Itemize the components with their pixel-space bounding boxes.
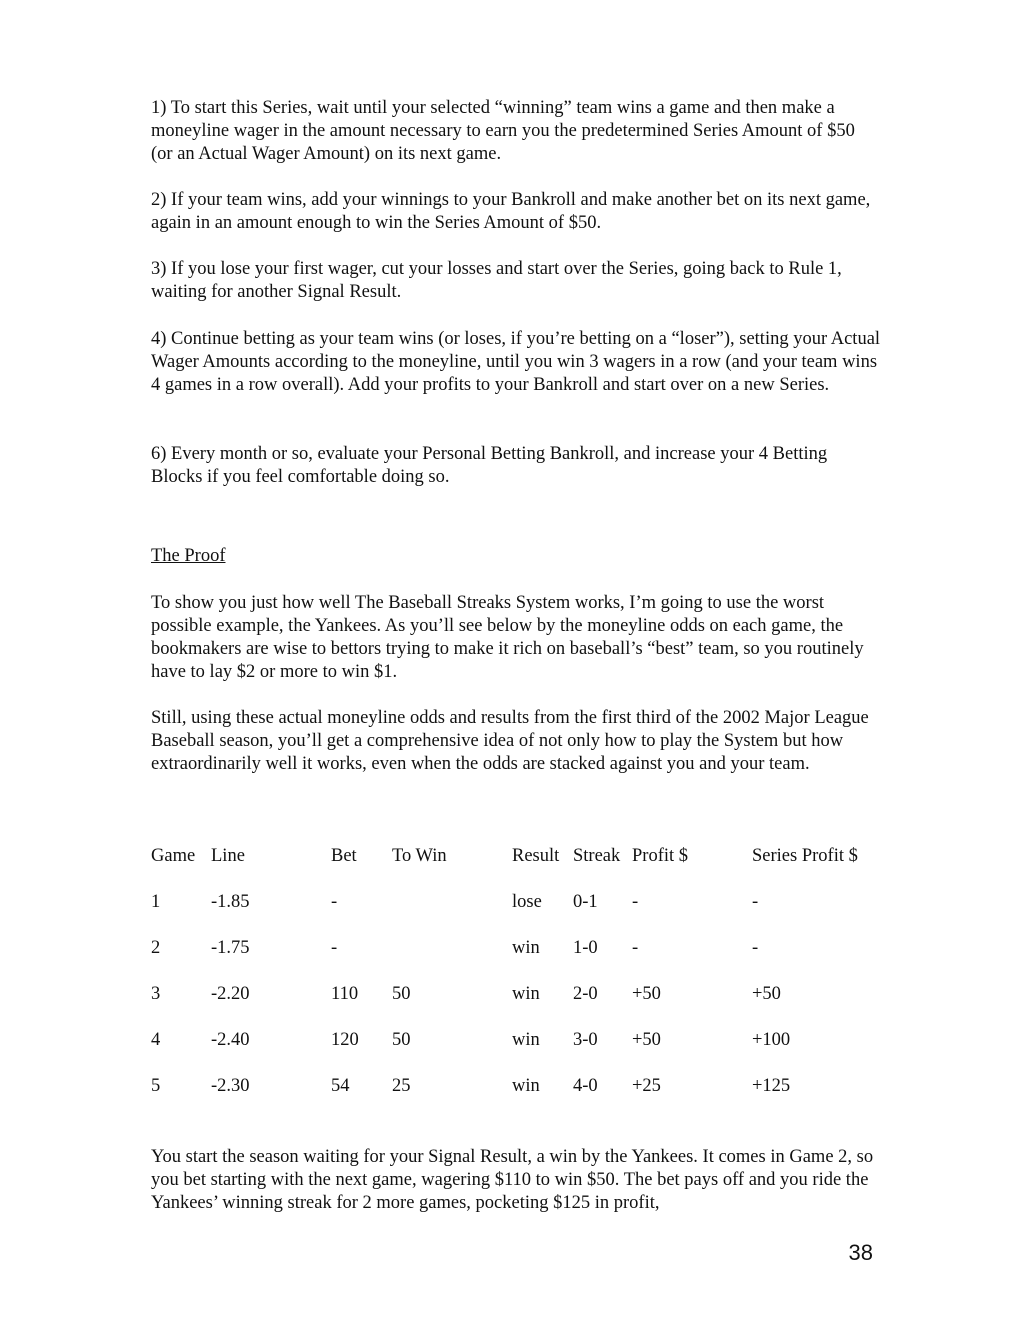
cell-streak: 2-0 bbox=[573, 984, 598, 1004]
cell-series-profit: +100 bbox=[752, 1030, 791, 1050]
table-row bbox=[151, 891, 891, 937]
cell-streak: 4-0 bbox=[573, 1076, 598, 1096]
header-game: Game bbox=[151, 846, 196, 866]
header-line: Line bbox=[211, 846, 245, 866]
cell-bet: 120 bbox=[331, 1030, 359, 1050]
cell-profit: - bbox=[632, 892, 639, 912]
table-row bbox=[151, 937, 891, 983]
cell-bet: - bbox=[331, 938, 338, 958]
cell-streak: 1-0 bbox=[573, 938, 598, 958]
proof-paragraph-2: Still, using these actual moneyline odds and results from the first third of the 2002 Major League Baseball season, you’ll get a comprehensive idea of not only how to play the System but how extraordinarily well it works, even when the odds are stacked against you and your team. bbox=[151, 708, 869, 774]
cell-profit: +50 bbox=[632, 984, 661, 1004]
page-number: 38 bbox=[848, 1240, 873, 1265]
rule-3-paragraph: 3) If you lose your first wager, cut your losses and start over the Series, going back to Rule 1, waiting for another Signal Result. bbox=[151, 259, 842, 302]
closing-paragraph: You start the season waiting for your Signal Result, a win by the Yankees. It comes in Game 2, so you bet starting with the next game, wagering $110 to win $50. The bet pays off and you ride the Yankees’ winning streak for 2 more games, pocketing $125 in profit, bbox=[151, 1147, 874, 1213]
header-to-win: To Win bbox=[392, 846, 447, 866]
cell-profit: +50 bbox=[632, 1030, 661, 1050]
cell-bet: 54 bbox=[331, 1076, 350, 1096]
cell-series-profit: - bbox=[752, 892, 759, 912]
cell-to-win: 25 bbox=[392, 1076, 411, 1096]
cell-streak: 0-1 bbox=[573, 892, 598, 912]
cell-game: 4 bbox=[151, 1030, 161, 1050]
rule-6-paragraph: 6) Every month or so, evaluate your Personal Betting Bankroll, and increase your 4 Betting Blocks if you feel comfortable doing so. bbox=[151, 444, 828, 487]
cell-series-profit: - bbox=[752, 938, 759, 958]
cell-line: -2.30 bbox=[211, 1076, 250, 1096]
cell-line: -1.75 bbox=[211, 938, 250, 958]
proof-paragraph-1: To show you just how well The Baseball Streaks System works, I’m going to use the worst possible example, the Yankees. As you’ll see below by the moneyline odds on each game, the bookmakers are wise to bettors trying to make it rich on baseball’s “best” team, so you routinely have to lay $2 or more to win $1. bbox=[151, 593, 864, 682]
cell-result: win bbox=[512, 984, 540, 1004]
header-bet: Bet bbox=[331, 846, 357, 866]
rule-1-paragraph: 1) To start this Series, wait until your selected “winning” team wins a game and then make a moneyline wager in the amount necessary to earn you the predetermined Series Amount of $50 (or an Actual Wager Amount) on its next game. bbox=[151, 98, 855, 164]
cell-to-win: 50 bbox=[392, 1030, 411, 1050]
cell-series-profit: +50 bbox=[752, 984, 781, 1004]
table-row bbox=[151, 1029, 891, 1075]
cell-game: 1 bbox=[151, 892, 161, 912]
cell-game: 3 bbox=[151, 984, 161, 1004]
cell-profit: - bbox=[632, 938, 639, 958]
cell-result: win bbox=[512, 938, 540, 958]
cell-profit: +25 bbox=[632, 1076, 661, 1096]
header-result: Result bbox=[512, 846, 560, 866]
table-row bbox=[151, 983, 891, 1029]
cell-line: -2.40 bbox=[211, 1030, 250, 1050]
cell-bet: 110 bbox=[331, 984, 359, 1004]
cell-bet: - bbox=[331, 892, 338, 912]
rule-2-paragraph: 2) If your team wins, add your winnings to your Bankroll and make another bet on its next game, again in an amount enough to win the Series Amount of $50. bbox=[151, 190, 871, 233]
section-heading: The Proof bbox=[151, 546, 226, 566]
cell-result: win bbox=[512, 1076, 540, 1096]
table-row bbox=[151, 1075, 891, 1121]
cell-game: 5 bbox=[151, 1076, 161, 1096]
table-header-row bbox=[151, 845, 891, 891]
cell-result: lose bbox=[512, 892, 542, 912]
cell-game: 2 bbox=[151, 938, 161, 958]
rule-4-paragraph: 4) Continue betting as your team wins (or loses, if you’re betting on a “loser”), setting your Actual Wager Amounts according to the moneyline, until you win 3 wagers in a row (and your team wins 4 games in a row overall). Add your profits to your Bankroll and start over on a new Series. bbox=[151, 329, 881, 395]
cell-line: -1.85 bbox=[211, 892, 250, 912]
results-table bbox=[151, 845, 891, 1121]
header-series-profit: Series Profit $ bbox=[752, 846, 858, 866]
header-streak: Streak bbox=[573, 846, 621, 866]
cell-streak: 3-0 bbox=[573, 1030, 598, 1050]
cell-series-profit: +125 bbox=[752, 1076, 791, 1096]
cell-to-win: 50 bbox=[392, 984, 411, 1004]
cell-line: -2.20 bbox=[211, 984, 250, 1004]
header-profit: Profit $ bbox=[632, 846, 689, 866]
cell-result: win bbox=[512, 1030, 540, 1050]
